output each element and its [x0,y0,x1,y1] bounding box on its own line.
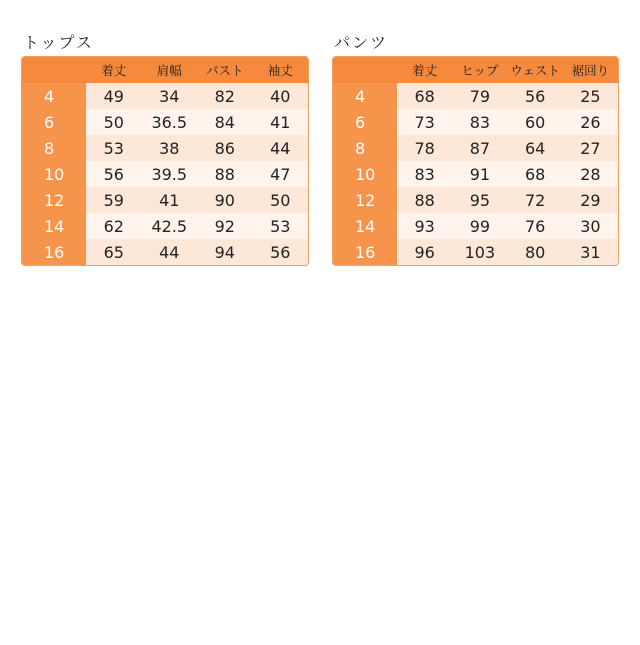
tops-measurement-cell: 41 [253,109,309,135]
tops-measurement-cell: 86 [197,135,253,161]
pants-size-label: 8 [333,135,397,161]
tops-table-row [22,213,308,239]
pants-measurement-cell: 60 [508,109,563,135]
tops-table-row [22,239,308,265]
pants-size-label: 16 [333,239,397,265]
tops-measurement-cell: 59 [86,187,142,213]
tops-measurement-cell: 56 [86,161,142,187]
tops-measurement-cell: 62 [86,213,142,239]
pants-measurement-cell: 56 [508,83,563,109]
pants-size-label: 6 [333,109,397,135]
pants-table-row [333,135,618,161]
tops-measurement-cell: 65 [86,239,142,265]
tops-measurement-cell: 38 [142,135,198,161]
pants-measurement-cell: 80 [508,239,563,265]
tops-size-label: 14 [22,213,86,239]
tops-title: トップス [23,33,94,52]
pants-measurement-cell: 68 [508,161,563,187]
tops-size-label: 6 [22,109,86,135]
tops-measurement-cell: 49 [86,83,142,109]
tops-size-label: 10 [22,161,86,187]
pants-measurement-cell: 64 [508,135,563,161]
tops-size-label: 12 [22,187,86,213]
pants-table-row [333,239,618,265]
pants-measurement-cell: 78 [397,135,452,161]
tops-measurement-cell: 92 [197,213,253,239]
tops-measurement-cell: 40 [253,83,309,109]
pants-measurement-cell: 83 [397,161,452,187]
tops-table-row [22,135,308,161]
pants-size-label: 10 [333,161,397,187]
pants-title: パンツ [334,33,389,52]
pants-size-panel [332,30,619,266]
pants-header-cell: 着丈 [397,57,452,83]
pants-size-table [332,56,619,266]
tops-measurement-cell: 47 [253,161,309,187]
pants-measurement-cell: 88 [397,187,452,213]
pants-measurement-cell: 27 [563,135,618,161]
pants-measurement-cell: 68 [397,83,452,109]
tops-measurement-cell: 41 [142,187,198,213]
tops-measurement-cell: 39.5 [142,161,198,187]
pants-measurement-cell: 30 [563,213,618,239]
pants-measurement-cell: 87 [452,135,507,161]
pants-header-cell: ヒップ [452,57,507,83]
tops-measurement-cell: 84 [197,109,253,135]
pants-measurement-cell: 79 [452,83,507,109]
pants-measurement-cell: 95 [452,187,507,213]
tops-measurement-cell: 44 [253,135,309,161]
tops-measurement-cell: 90 [197,187,253,213]
tops-table-row [22,109,308,135]
tops-header-cell: 肩幅 [142,57,198,83]
pants-header-cell [333,57,397,83]
pants-measurement-cell: 31 [563,239,618,265]
tops-size-label: 4 [22,83,86,109]
tops-measurement-cell: 42.5 [142,213,198,239]
pants-table-row [333,161,618,187]
pants-measurement-cell: 83 [452,109,507,135]
tops-measurement-cell: 34 [142,83,198,109]
pants-header-row [333,57,618,83]
tops-measurement-cell: 94 [197,239,253,265]
pants-size-label: 12 [333,187,397,213]
pants-measurement-cell: 28 [563,161,618,187]
tops-header-row [22,57,308,83]
tops-table-row [22,83,308,109]
pants-measurement-cell: 73 [397,109,452,135]
pants-header-cell: ウェスト [508,57,563,83]
tops-measurement-cell: 36.5 [142,109,198,135]
tops-measurement-cell: 53 [253,213,309,239]
pants-table-row [333,83,618,109]
pants-measurement-cell: 29 [563,187,618,213]
tops-header-cell: バスト [197,57,253,83]
pants-table-row [333,213,618,239]
pants-size-label: 14 [333,213,397,239]
tops-size-panel [21,30,309,266]
tops-header-cell [22,57,86,83]
pants-measurement-cell: 72 [508,187,563,213]
tops-measurement-cell: 44 [142,239,198,265]
pants-measurement-cell: 25 [563,83,618,109]
pants-measurement-cell: 103 [452,239,507,265]
tops-size-label: 16 [22,239,86,265]
pants-measurement-cell: 93 [397,213,452,239]
pants-header-cell: 裾回り [563,57,618,83]
pants-measurement-cell: 91 [452,161,507,187]
tops-table-row [22,161,308,187]
tops-header-cell: 袖丈 [253,57,309,83]
tops-size-label: 8 [22,135,86,161]
tops-measurement-cell: 56 [253,239,309,265]
tops-measurement-cell: 50 [253,187,309,213]
pants-measurement-cell: 26 [563,109,618,135]
pants-table-row [333,187,618,213]
pants-measurement-cell: 99 [452,213,507,239]
pants-measurement-cell: 76 [508,213,563,239]
tops-measurement-cell: 53 [86,135,142,161]
pants-size-label: 4 [333,83,397,109]
pants-table-row [333,109,618,135]
tops-table-row [22,187,308,213]
tops-header-cell: 着丈 [86,57,142,83]
tops-measurement-cell: 82 [197,83,253,109]
tops-size-table [21,56,309,266]
tops-measurement-cell: 50 [86,109,142,135]
tops-measurement-cell: 88 [197,161,253,187]
pants-measurement-cell: 96 [397,239,452,265]
